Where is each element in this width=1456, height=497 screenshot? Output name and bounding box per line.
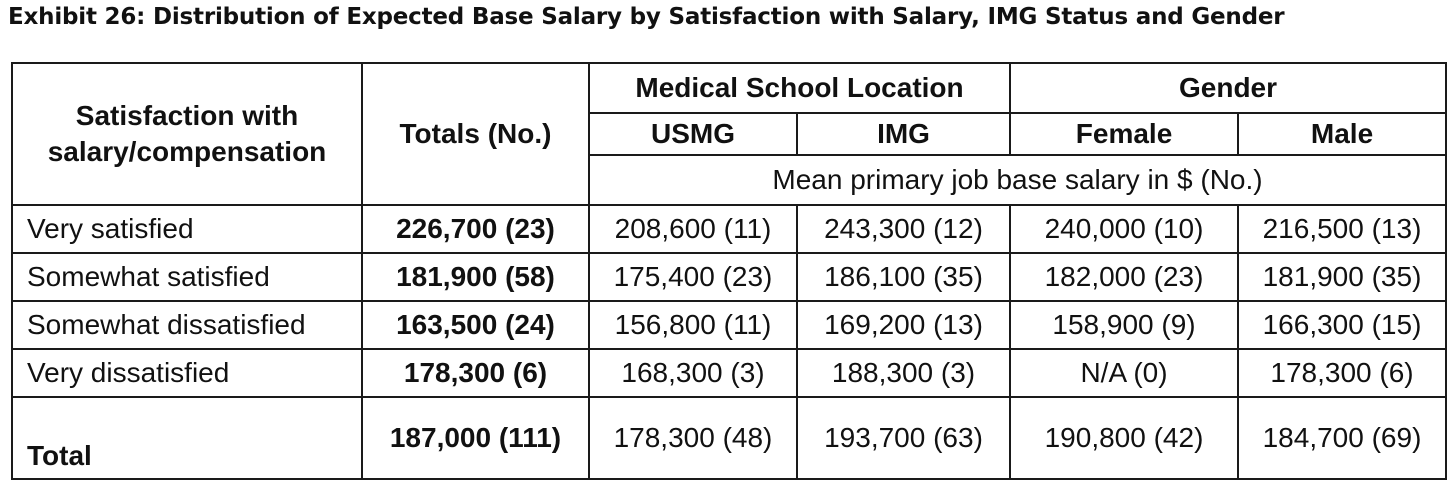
total-female: 190,800 (42) — [1010, 397, 1238, 479]
header-row-groups — [12, 63, 1446, 113]
row-label-header: Satisfaction with salary/compensation — [12, 63, 362, 205]
total-row-label: Total — [12, 397, 362, 479]
col-header-female: Female — [1010, 113, 1238, 155]
cell-img: 243,300 (12) — [797, 205, 1010, 253]
row-label: Somewhat dissatisfied — [12, 301, 362, 349]
total-img: 193,700 (63) — [797, 397, 1010, 479]
cell-usmg: 168,300 (3) — [589, 349, 797, 397]
cell-female: 240,000 (10) — [1010, 205, 1238, 253]
cell-usmg: 208,600 (11) — [589, 205, 797, 253]
cell-img: 188,300 (3) — [797, 349, 1010, 397]
cell-img: 169,200 (13) — [797, 301, 1010, 349]
row-total: 226,700 (23) — [362, 205, 589, 253]
cell-male: 216,500 (13) — [1238, 205, 1446, 253]
group-header-location: Medical School Location — [589, 63, 1010, 113]
cell-male: 178,300 (6) — [1238, 349, 1446, 397]
col-header-img: IMG — [797, 113, 1010, 155]
table-row — [12, 301, 1446, 349]
col-header-usmg: USMG — [589, 113, 797, 155]
row-label: Very satisfied — [12, 205, 362, 253]
cell-female: N/A (0) — [1010, 349, 1238, 397]
cell-usmg: 156,800 (11) — [589, 301, 797, 349]
table-row — [12, 349, 1446, 397]
cell-female: 158,900 (9) — [1010, 301, 1238, 349]
cell-img: 186,100 (35) — [797, 253, 1010, 301]
table-row — [12, 253, 1446, 301]
total-male: 184,700 (69) — [1238, 397, 1446, 479]
row-label: Very dissatisfied — [12, 349, 362, 397]
exhibit-title: Exhibit 26: Distribution of Expected Base Salary by Satisfaction with Salary, IMG Status and Gender — [8, 4, 1285, 30]
row-total: 163,500 (24) — [362, 301, 589, 349]
grand-total: 187,000 (111) — [362, 397, 589, 479]
subheader: Mean primary job base salary in $ (No.) — [589, 155, 1446, 205]
total-row — [12, 397, 1446, 479]
totals-header: Totals (No.) — [362, 63, 589, 205]
col-header-male: Male — [1238, 113, 1446, 155]
cell-female: 182,000 (23) — [1010, 253, 1238, 301]
cell-male: 181,900 (35) — [1238, 253, 1446, 301]
cell-usmg: 175,400 (23) — [589, 253, 797, 301]
total-usmg: 178,300 (48) — [589, 397, 797, 479]
row-label: Somewhat satisfied — [12, 253, 362, 301]
salary-table — [11, 62, 1447, 480]
row-total: 178,300 (6) — [362, 349, 589, 397]
group-header-gender: Gender — [1010, 63, 1446, 113]
cell-male: 166,300 (15) — [1238, 301, 1446, 349]
table-row — [12, 205, 1446, 253]
row-total: 181,900 (58) — [362, 253, 589, 301]
